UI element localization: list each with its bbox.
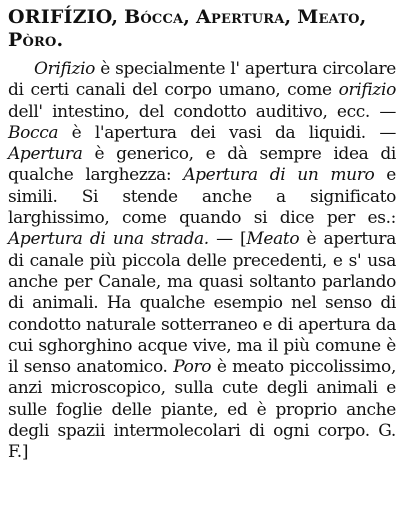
italic-term: Apertura di un muro (183, 165, 375, 186)
text-run: — [ (208, 229, 247, 250)
text-run: e simili. Si stende anche a significato larghissimo, come quando si dice per es.: (8, 165, 396, 229)
synonym-apertura: Apertura, (196, 6, 292, 28)
synonym-meato: Meato, (297, 6, 367, 28)
italic-term: Poro (173, 357, 212, 378)
entry-heading (8, 6, 396, 52)
italic-term: orifizio (338, 80, 396, 101)
synonym-bocca: Bócca, (124, 6, 191, 28)
text-run: è generico, e dà sempre idea di qualche larghezza: (8, 144, 396, 186)
italic-term: Meato (246, 229, 300, 250)
headword: ORIFÍZIO, (8, 6, 119, 28)
text-run: dell' intestino, del condotto auditivo, ecc. — (8, 101, 396, 122)
italic-term: Apertura di una strada. (8, 229, 209, 250)
italic-term: Bocca (8, 122, 59, 143)
synonym-poro: Pòro. (8, 29, 64, 51)
dictionary-entry (8, 6, 396, 464)
text-run: è meato piccolissimo, anzi microscopico, sulla cute degli animali e sulle foglie delle piante, ed è proprio anche degli spazii intermolecolari di ogni corpo. G. F.] (8, 357, 396, 463)
italic-term: Orifizio (34, 59, 96, 79)
text-run: è specialmente l' apertura circolare di certi canali del corpo umano, come (8, 59, 396, 101)
text-run: è apertura di canale più piccola delle precedenti, e s' usa anche per Canale, ma quasi soltanto parlando di animali. Ha qualche esempio nel senso di condotto naturale sotterraneo e di apertura da cui sghorghino acque vive, ma il più comune è il senso anatomico. (8, 229, 396, 378)
entry-body-paragraph (8, 59, 396, 464)
text-run: è l'apertura dei vasi da liquidi. — (58, 122, 396, 143)
italic-term: Apertura (8, 144, 83, 165)
